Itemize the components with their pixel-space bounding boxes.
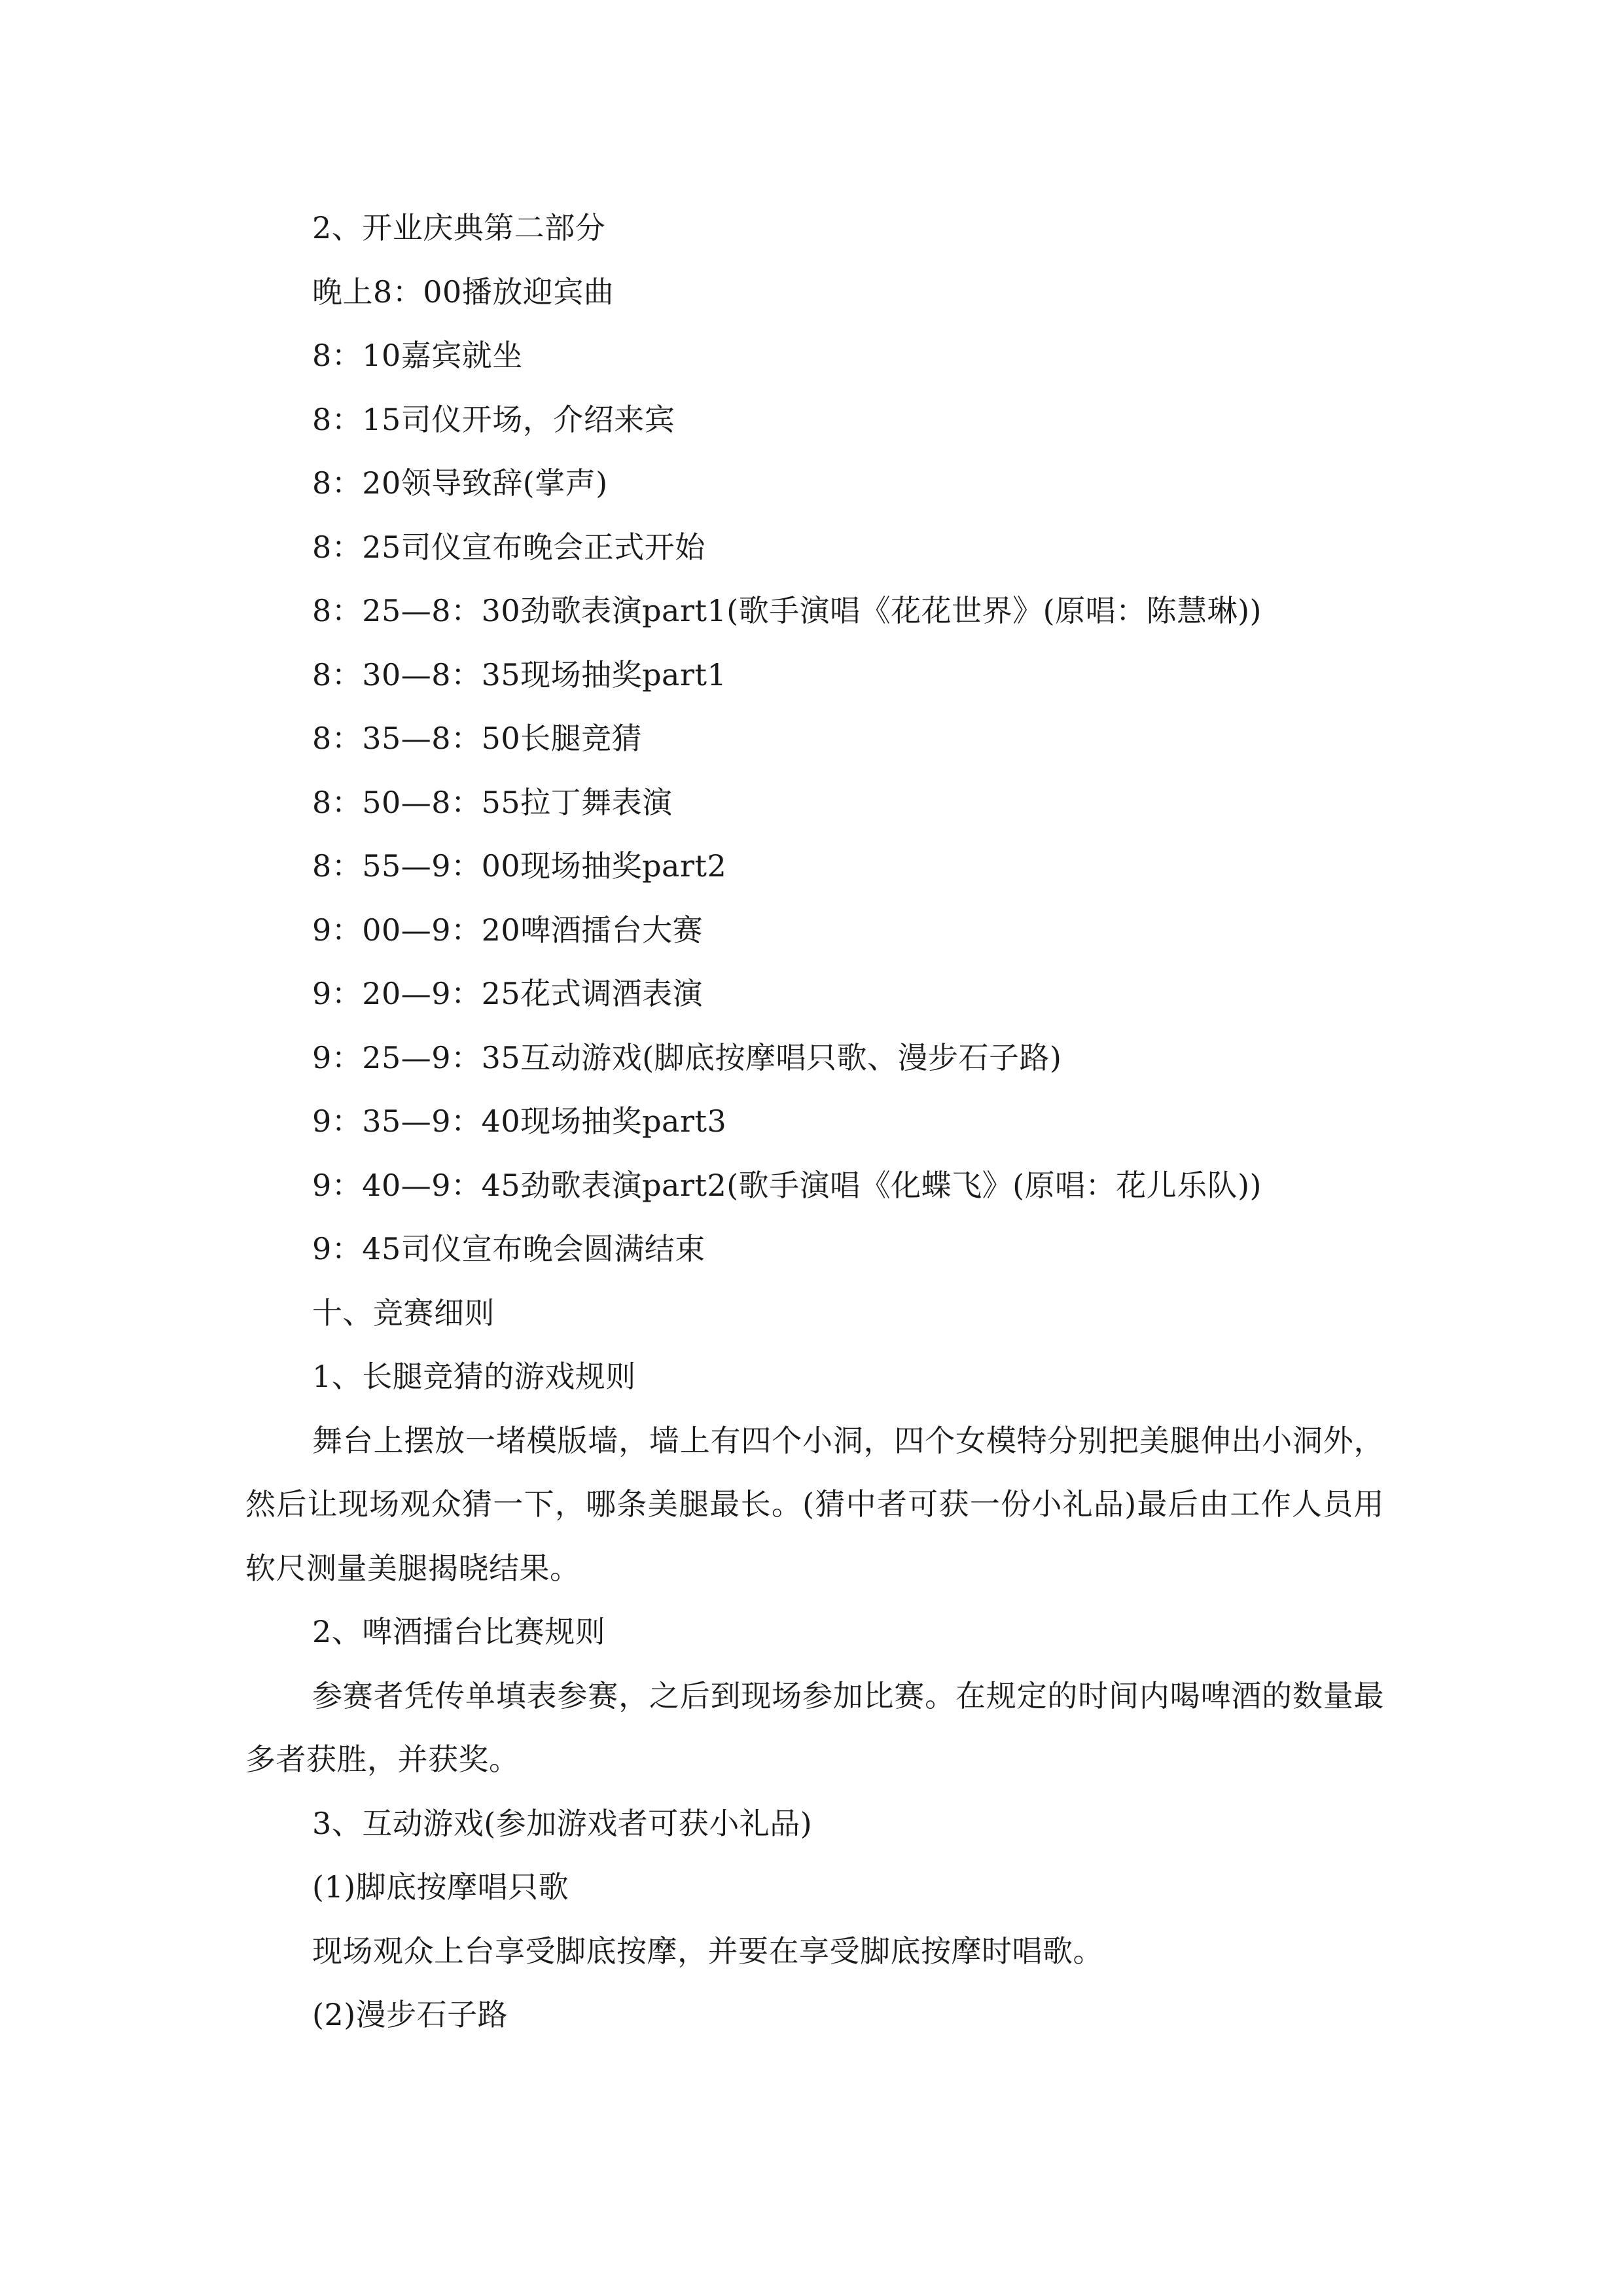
subsection-heading: 3、互动游戏(参加游戏者可获小礼品) bbox=[312, 1805, 813, 1841]
schedule-line: 9：20—9：25花式调酒表演 bbox=[312, 976, 704, 1011]
schedule-line: 9：25—9：35互动游戏(脚底按摩唱只歌、漫步石子路) bbox=[312, 1039, 1062, 1075]
schedule-line: 8：25—8：30劲歌表演part1(歌手演唱《花花世界》(原唱：陈慧琳)) bbox=[312, 593, 1262, 628]
schedule-line: 8：15司仪开场，介绍来宾 bbox=[312, 401, 675, 437]
section-heading: 十、竞赛细则 bbox=[312, 1295, 495, 1331]
document-body bbox=[245, 196, 1384, 2047]
schedule-line: 8：25司仪宣布晚会正式开始 bbox=[312, 529, 705, 565]
subsection-heading: 1、长腿竞猜的游戏规则 bbox=[312, 1359, 636, 1394]
schedule-line: 9：00—9：20啤酒擂台大赛 bbox=[312, 912, 704, 948]
paragraph: 舞台上摆放一堵模版墙，墙上有四个小洞，四个女模特分别把美腿伸出小洞外，然后让现场观众猜一下，哪条美腿最长。(猜中者可获一份小礼品)最后由工作人员用软尺测量美腿揭晓结果。 bbox=[245, 1422, 1384, 1586]
schedule-line: 9：45司仪宣布晚会圆满结束 bbox=[312, 1231, 705, 1266]
sub-item-heading: (2)漫步石子路 bbox=[312, 1997, 508, 2032]
subsection-heading: 2、啤酒擂台比赛规则 bbox=[312, 1614, 606, 1649]
paragraph: 现场观众上台享受脚底按摩，并要在享受脚底按摩时唱歌。 bbox=[312, 1933, 1103, 1969]
schedule-line: 8：55—9：00现场抽奖part2 bbox=[312, 848, 727, 884]
section-heading: 2、开业庆典第二部分 bbox=[312, 210, 606, 245]
schedule-line: 8：30—8：35现场抽奖part1 bbox=[312, 656, 727, 692]
schedule-line: 晚上8：00播放迎宾曲 bbox=[312, 274, 615, 310]
schedule-line: 9：40—9：45劲歌表演part2(歌手演唱《化蝶飞》(原唱：花儿乐队)) bbox=[312, 1167, 1262, 1203]
schedule-line: 8：10嘉宾就坐 bbox=[312, 338, 523, 373]
schedule-line: 8：35—8：50长腿竞猜 bbox=[312, 721, 643, 756]
schedule-line: 8：50—8：55拉丁舞表演 bbox=[312, 784, 673, 820]
schedule-line: 9：35—9：40现场抽奖part3 bbox=[312, 1103, 727, 1139]
schedule-line: 8：20领导致辞(掌声) bbox=[312, 465, 608, 501]
paragraph: 参赛者凭传单填表参赛，之后到现场参加比赛。在规定的时间内喝啤酒的数量最多者获胜，并获奖。 bbox=[245, 1677, 1384, 1777]
sub-item-heading: (1)脚底按摩唱只歌 bbox=[312, 1869, 569, 1905]
